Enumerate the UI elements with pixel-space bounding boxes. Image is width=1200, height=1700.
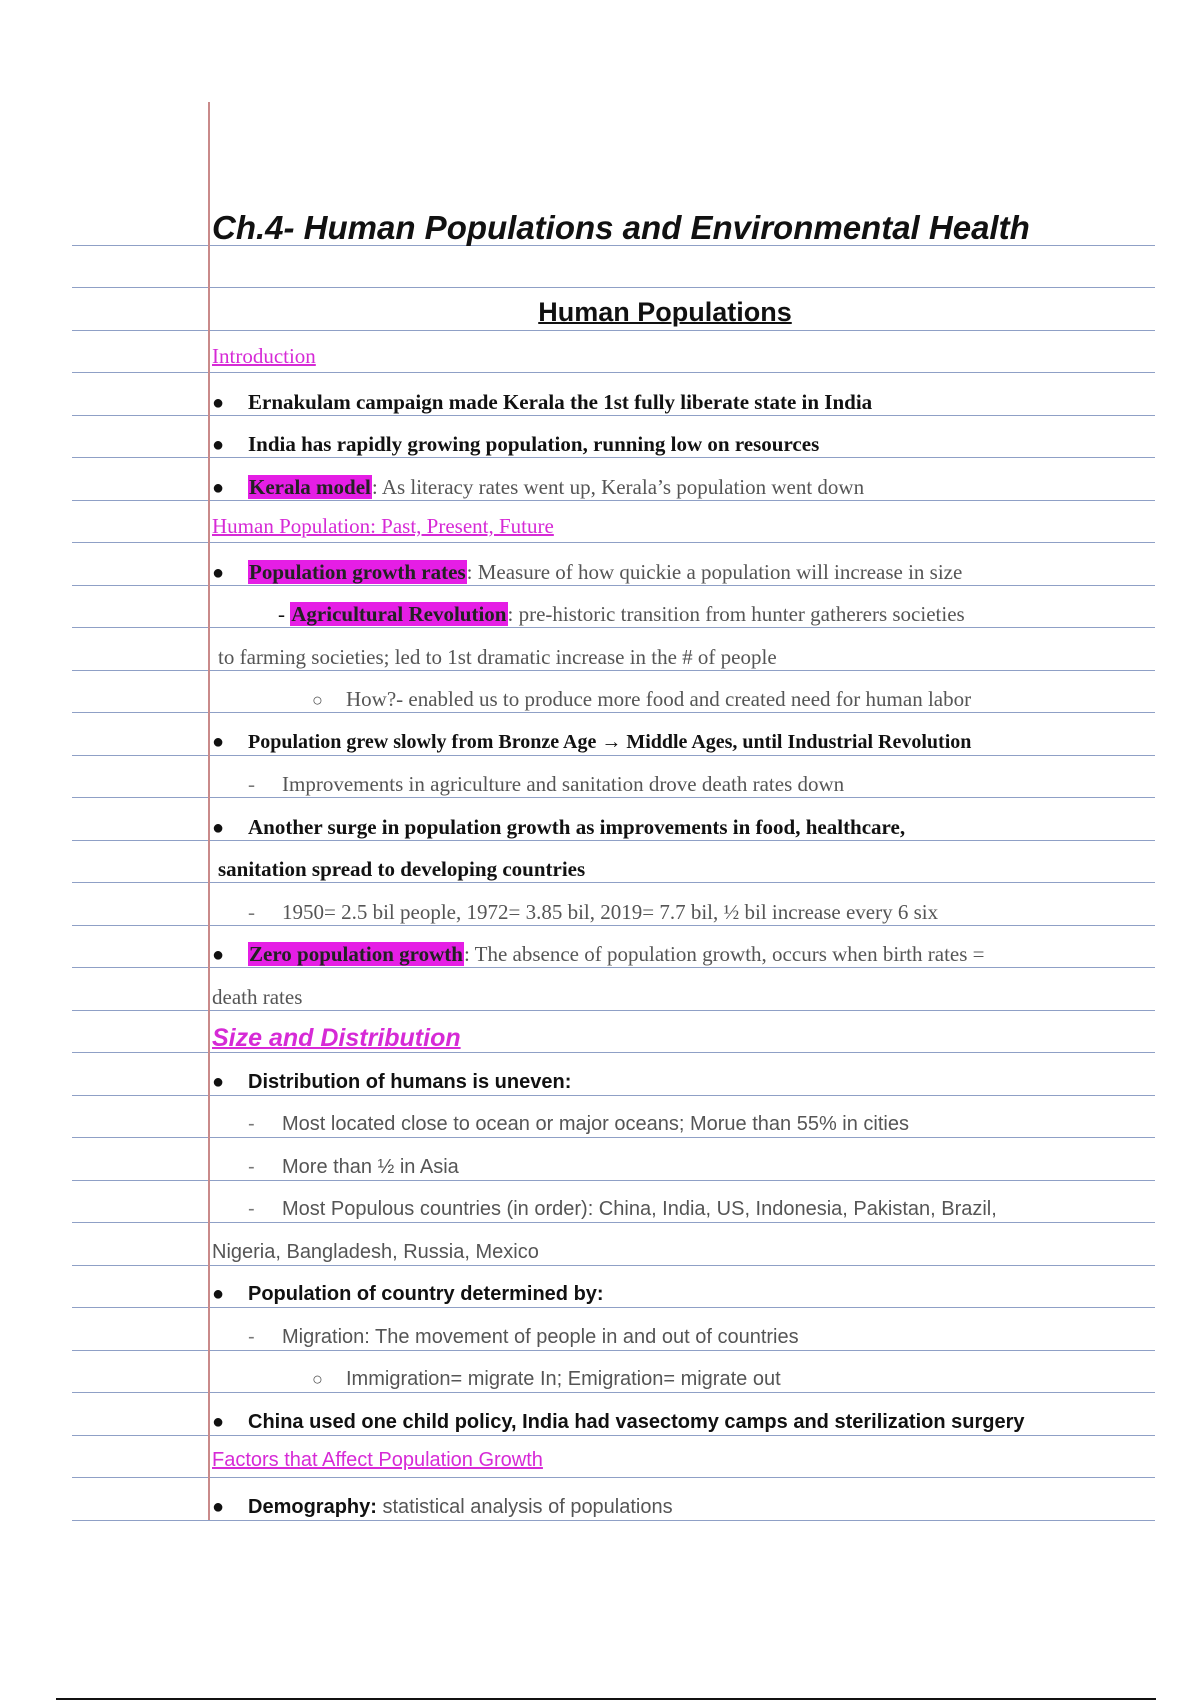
dash-icon: - xyxy=(248,772,255,796)
list-item xyxy=(212,477,864,498)
section-subtitle: Human Populations xyxy=(538,297,792,327)
bullet-icon: ● xyxy=(212,1496,225,1518)
list-item xyxy=(212,732,971,752)
sub-item xyxy=(248,902,938,923)
list-item xyxy=(212,1072,571,1092)
bullet-text: Another surge in population growth as improvements in food, healthcare, xyxy=(248,815,906,839)
bullet-text: Population of country determined by: xyxy=(248,1283,604,1305)
ruled-line xyxy=(72,1435,1155,1436)
dash-icon: - xyxy=(248,1198,255,1220)
sub-item xyxy=(248,1327,799,1347)
sub-sub-item xyxy=(312,689,971,710)
ruled-line xyxy=(72,330,1155,331)
ruled-line xyxy=(72,755,1155,756)
bullet-icon: ● xyxy=(212,477,225,499)
bullet-icon: ● xyxy=(212,392,225,414)
bullet-text: Distribution of humans is uneven: xyxy=(248,1071,572,1093)
sub-text: 1950= 2.5 bil people, 1972= 3.85 bil, 2019= 7.7 bil, ½ bil increase every 6 six xyxy=(282,900,939,924)
bullet-text: China used one child policy, India had vasectomy camps and sterilization surgery xyxy=(248,1411,1025,1433)
sub-text: More than ½ in Asia xyxy=(282,1156,459,1178)
ruled-line xyxy=(72,585,1155,586)
ruled-line xyxy=(72,415,1155,416)
page-title: Ch.4- Human Populations and Environmental Health xyxy=(212,209,1030,246)
sub-text: Improvements in agriculture and sanitation drove death rates down xyxy=(282,772,845,796)
definition-text: : pre-historic transition from hunter gatherers societies xyxy=(507,602,965,626)
sub-item xyxy=(248,1199,997,1219)
bullet-icon: ● xyxy=(212,434,225,456)
ruled-line xyxy=(72,840,1155,841)
ruled-line xyxy=(72,627,1155,628)
ruled-line xyxy=(72,1095,1155,1096)
list-item xyxy=(212,1412,1025,1432)
list-item xyxy=(212,434,819,455)
dash-icon: - xyxy=(248,1156,255,1178)
list-item xyxy=(212,944,985,965)
list-item xyxy=(212,817,905,838)
bullet-icon: ● xyxy=(212,1283,225,1305)
heading-past-present-future: Human Population: Past, Present, Future xyxy=(212,514,554,538)
sub-sub-text: How?- enabled us to produce more food and created need for human labor xyxy=(346,687,972,711)
ruled-line xyxy=(72,1137,1155,1138)
ruled-line xyxy=(72,1222,1155,1223)
dash-icon: - xyxy=(248,1326,255,1348)
list-item xyxy=(212,392,872,413)
ruled-line xyxy=(72,925,1155,926)
ruled-line xyxy=(72,712,1155,713)
ruled-line xyxy=(72,1010,1155,1011)
ruled-line xyxy=(72,1350,1155,1351)
highlighted-term: Agricultural Revolution xyxy=(291,602,507,626)
ruled-line xyxy=(72,1392,1155,1393)
sub-text: Most Populous countries (in order): China, India, US, Indonesia, Pakistan, Brazil, xyxy=(282,1198,997,1220)
sub-item xyxy=(278,604,965,625)
continuation-text: sanitation spread to developing countries xyxy=(218,857,586,881)
definition-text: : Measure of how quickie a population will increase in size xyxy=(466,560,963,584)
dash-icon: - xyxy=(248,900,255,924)
highlighted-term: Zero population growth xyxy=(249,942,463,966)
highlighted-term: Population growth rates xyxy=(249,560,466,584)
bullet-icon: ● xyxy=(212,817,225,839)
highlighted-term: Demography: xyxy=(248,1496,377,1518)
ruled-line xyxy=(72,797,1155,798)
bullet-icon: ● xyxy=(212,1411,225,1433)
list-item xyxy=(212,562,962,583)
heading-size-distribution: Size and Distribution xyxy=(212,1024,461,1052)
dash-icon: - xyxy=(278,602,285,626)
ruled-line xyxy=(72,1307,1155,1308)
ruled-line xyxy=(72,882,1155,883)
ruled-line xyxy=(72,670,1155,671)
ruled-line xyxy=(72,1520,1155,1521)
highlighted-term: Kerala model xyxy=(249,475,371,499)
bullet-text: Population grew slowly from Bronze Age → Middle Ages, until Industrial Revolution xyxy=(248,731,972,753)
ruled-line xyxy=(72,1052,1155,1053)
definition-text: statistical analysis of populations xyxy=(376,1496,673,1518)
sub-sub-text: Immigration= migrate In; Emigration= migrate out xyxy=(346,1368,781,1390)
bullet-icon: ● xyxy=(212,944,225,966)
definition-text: : The absence of population growth, occurs when birth rates = xyxy=(463,942,985,966)
list-item xyxy=(212,1284,604,1304)
ruled-line xyxy=(72,542,1155,543)
circle-bullet-icon: ○ xyxy=(312,1369,323,1389)
ruled-line xyxy=(72,1265,1155,1266)
list-item xyxy=(212,1497,673,1517)
sub-item xyxy=(248,1157,459,1177)
ruled-line xyxy=(72,457,1155,458)
circle-bullet-icon: ○ xyxy=(312,690,323,710)
bullet-text: Ernakulam campaign made Kerala the 1st fully liberate state in India xyxy=(248,390,873,414)
heading-introduction: Introduction xyxy=(212,344,316,368)
sub-sub-item xyxy=(312,1369,781,1389)
sub-item xyxy=(248,774,844,795)
ruled-line xyxy=(72,287,1155,288)
sub-item xyxy=(248,1114,909,1134)
bullet-icon: ● xyxy=(212,562,225,584)
ruled-line xyxy=(72,1477,1155,1478)
continuation-text: Nigeria, Bangladesh, Russia, Mexico xyxy=(212,1241,539,1263)
dash-icon: - xyxy=(248,1113,255,1135)
bullet-icon: ● xyxy=(212,1071,225,1093)
definition-text: : As literacy rates went up, Kerala’s population went down xyxy=(371,475,865,499)
ruled-line xyxy=(72,1180,1155,1181)
sub-text: Migration: The movement of people in and out of countries xyxy=(282,1326,799,1348)
continuation-text: to farming societies; led to 1st dramatic increase in the # of people xyxy=(218,645,777,669)
ruled-line xyxy=(72,372,1155,373)
ruled-line xyxy=(72,967,1155,968)
bullet-text: India has rapidly growing population, running low on resources xyxy=(248,432,820,456)
ruled-line xyxy=(72,500,1155,501)
continuation-text: death rates xyxy=(212,985,303,1009)
sub-text: Most located close to ocean or major oceans; Morue than 55% in cities xyxy=(282,1113,909,1135)
bullet-icon: ● xyxy=(212,731,225,753)
heading-factors: Factors that Affect Population Growth xyxy=(212,1449,543,1471)
